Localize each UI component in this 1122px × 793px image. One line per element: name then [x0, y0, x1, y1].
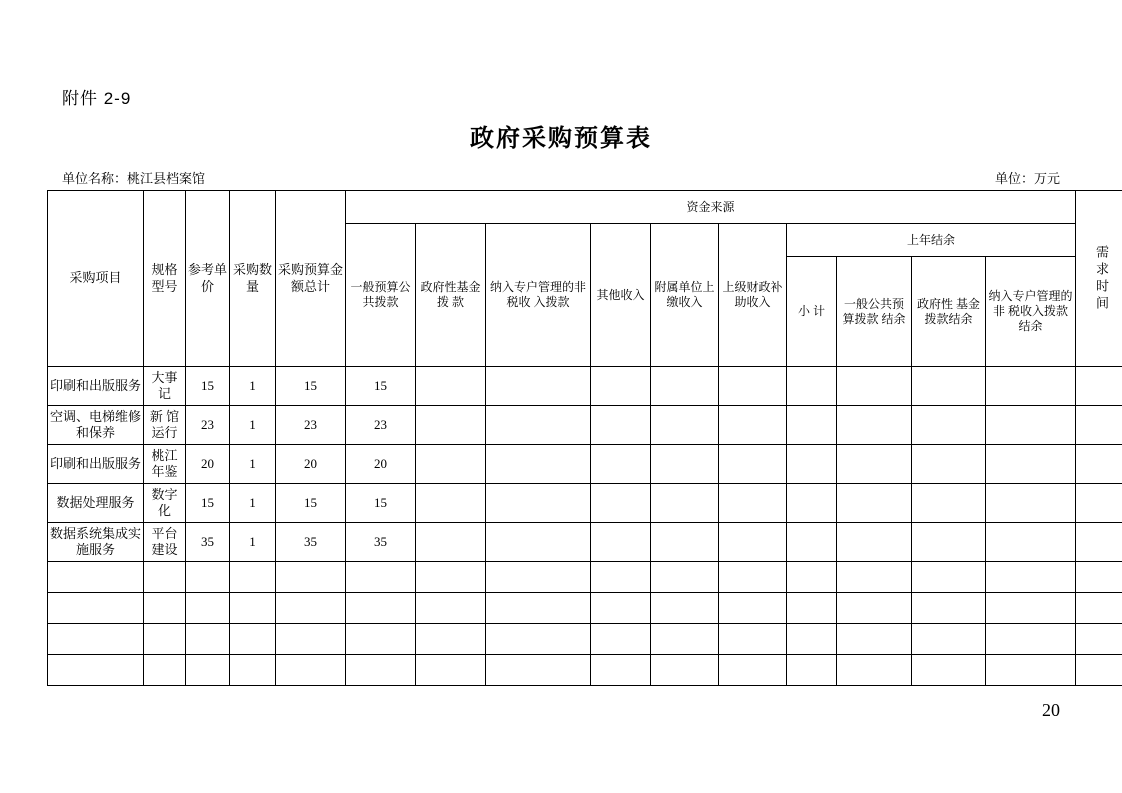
cell-subtotal [787, 655, 837, 686]
cell-ref-price: 20 [186, 445, 230, 484]
cell-budget-total: 23 [276, 406, 346, 445]
cell-spec-model: 桃江年鉴 [144, 445, 186, 484]
cell-demand-time [1076, 484, 1122, 523]
cell-gov-fund-allocation [416, 523, 486, 562]
cell-ref-price [186, 655, 230, 686]
cell-general-public-budget [346, 655, 416, 686]
cell-special-account-nontax [486, 367, 591, 406]
cell-prev-gov-fund [912, 445, 986, 484]
cell-spec-model [144, 593, 186, 624]
cell-item: 印刷和出版服务 [48, 445, 144, 484]
cell-gov-fund-allocation [416, 624, 486, 655]
cell-budget-total [276, 562, 346, 593]
cell-special-account-nontax [486, 593, 591, 624]
cell-other-income [591, 523, 651, 562]
cell-special-account-nontax [486, 406, 591, 445]
cell-special-account-nontax [486, 624, 591, 655]
cell-subtotal [787, 406, 837, 445]
cell-quantity [230, 562, 276, 593]
cell-general-public-budget: 15 [346, 484, 416, 523]
cell-prev-general-public [837, 624, 912, 655]
cell-item [48, 562, 144, 593]
cell-special-account-nontax [486, 523, 591, 562]
col-header-quantity: 采购数量 [230, 191, 276, 367]
cell-prev-special-account [986, 406, 1076, 445]
cell-gov-fund-allocation [416, 655, 486, 686]
col-header-funding-source: 资金来源 [346, 191, 1076, 224]
cell-demand-time [1076, 562, 1122, 593]
cell-quantity [230, 655, 276, 686]
cell-superior-subsidy-income [719, 655, 787, 686]
cell-prev-special-account [986, 445, 1076, 484]
cell-prev-general-public [837, 655, 912, 686]
cell-quantity: 1 [230, 445, 276, 484]
cell-subtotal [787, 367, 837, 406]
cell-gov-fund-allocation [416, 562, 486, 593]
cell-gov-fund-allocation [416, 406, 486, 445]
col-header-ref-price: 参考单价 [186, 191, 230, 367]
demand-time-text: 需求时间 [1093, 244, 1109, 313]
cell-other-income [591, 562, 651, 593]
cell-item: 数据系统集成实施服务 [48, 523, 144, 562]
cell-quantity: 1 [230, 367, 276, 406]
cell-prev-general-public [837, 445, 912, 484]
cell-prev-special-account [986, 655, 1076, 686]
cell-special-account-nontax [486, 484, 591, 523]
cell-subordinate-unit-income [651, 593, 719, 624]
cell-spec-model: 数字化 [144, 484, 186, 523]
procurement-budget-table [47, 190, 1122, 686]
table-row [48, 655, 1122, 686]
cell-demand-time [1076, 406, 1122, 445]
cell-prev-special-account [986, 367, 1076, 406]
cell-subordinate-unit-income [651, 367, 719, 406]
cell-ref-price [186, 562, 230, 593]
cell-prev-gov-fund [912, 406, 986, 445]
cell-special-account-nontax [486, 445, 591, 484]
cell-general-public-budget [346, 624, 416, 655]
cell-budget-total: 15 [276, 367, 346, 406]
col-header-superior-subsidy-income: 上级财政补助收入 [719, 224, 787, 367]
cell-superior-subsidy-income [719, 406, 787, 445]
cell-superior-subsidy-income [719, 523, 787, 562]
cell-subordinate-unit-income [651, 562, 719, 593]
cell-prev-gov-fund [912, 655, 986, 686]
cell-subtotal [787, 523, 837, 562]
col-header-spec-model: 规格型号 [144, 191, 186, 367]
table-row [48, 523, 1122, 562]
cell-general-public-budget: 35 [346, 523, 416, 562]
col-header-subtotal: 小 计 [787, 257, 837, 367]
cell-demand-time [1076, 593, 1122, 624]
cell-gov-fund-allocation [416, 484, 486, 523]
cell-prev-general-public [837, 593, 912, 624]
cell-general-public-budget: 15 [346, 367, 416, 406]
cell-subordinate-unit-income [651, 406, 719, 445]
cell-prev-special-account [986, 593, 1076, 624]
cell-prev-general-public [837, 523, 912, 562]
cell-quantity [230, 624, 276, 655]
cell-spec-model [144, 624, 186, 655]
cell-other-income [591, 655, 651, 686]
table-row [48, 562, 1122, 593]
cell-prev-gov-fund [912, 593, 986, 624]
cell-item: 空调、电梯维修和保养 [48, 406, 144, 445]
cell-spec-model [144, 655, 186, 686]
cell-budget-total: 20 [276, 445, 346, 484]
cell-ref-price: 23 [186, 406, 230, 445]
attachment-label: 附件 2-9 [62, 89, 132, 108]
cell-subtotal [787, 593, 837, 624]
cell-demand-time [1076, 624, 1122, 655]
cell-prev-gov-fund [912, 367, 986, 406]
cell-prev-gov-fund [912, 523, 986, 562]
cell-item: 数据处理服务 [48, 484, 144, 523]
cell-item: 印刷和出版服务 [48, 367, 144, 406]
cell-spec-model: 新 馆运行 [144, 406, 186, 445]
cell-budget-total [276, 624, 346, 655]
cell-ref-price: 15 [186, 484, 230, 523]
cell-item [48, 655, 144, 686]
cell-superior-subsidy-income [719, 593, 787, 624]
cell-other-income [591, 484, 651, 523]
table-row [48, 593, 1122, 624]
col-header-prev-special-account: 纳入专户管理的非 税收入拨款结余 [986, 257, 1076, 367]
cell-prev-gov-fund [912, 484, 986, 523]
cell-demand-time [1076, 655, 1122, 686]
cell-item [48, 593, 144, 624]
col-header-prev-general-public: 一般公共预算拨款 结余 [837, 257, 912, 367]
cell-gov-fund-allocation [416, 367, 486, 406]
cell-subtotal [787, 484, 837, 523]
cell-prev-general-public [837, 367, 912, 406]
cell-subordinate-unit-income [651, 484, 719, 523]
cell-quantity: 1 [230, 484, 276, 523]
cell-other-income [591, 593, 651, 624]
page-number: 20 [1042, 700, 1060, 720]
cell-other-income [591, 367, 651, 406]
cell-subordinate-unit-income [651, 624, 719, 655]
unit-measure-label: 单位：万元 [994, 171, 1060, 186]
col-header-gov-fund-allocation: 政府性基金拨 款 [416, 224, 486, 367]
cell-other-income [591, 445, 651, 484]
cell-prev-general-public [837, 406, 912, 445]
cell-budget-total [276, 593, 346, 624]
cell-prev-special-account [986, 624, 1076, 655]
cell-prev-special-account [986, 484, 1076, 523]
table-row [48, 406, 1122, 445]
cell-subordinate-unit-income [651, 655, 719, 686]
cell-prev-special-account [986, 562, 1076, 593]
cell-subordinate-unit-income [651, 523, 719, 562]
cell-spec-model: 大事记 [144, 367, 186, 406]
cell-budget-total: 15 [276, 484, 346, 523]
cell-prev-gov-fund [912, 562, 986, 593]
cell-ref-price: 15 [186, 367, 230, 406]
cell-general-public-budget: 23 [346, 406, 416, 445]
cell-spec-model [144, 562, 186, 593]
cell-general-public-budget [346, 562, 416, 593]
cell-general-public-budget [346, 593, 416, 624]
cell-special-account-nontax [486, 562, 591, 593]
col-header-subordinate-unit-income: 附属单位上缴收入 [651, 224, 719, 367]
cell-other-income [591, 624, 651, 655]
col-header-general-public-budget: 一般预算公共拨款 [346, 224, 416, 367]
table-body [48, 367, 1122, 686]
cell-ref-price [186, 624, 230, 655]
col-header-prev-gov-fund: 政府性 基金拨款结余 [912, 257, 986, 367]
table-row [48, 624, 1122, 655]
cell-gov-fund-allocation [416, 593, 486, 624]
cell-subtotal [787, 445, 837, 484]
cell-quantity: 1 [230, 523, 276, 562]
col-header-demand-time [1076, 191, 1122, 367]
col-header-special-account-nontax: 纳入专户管理的非税收 入拨款 [486, 224, 591, 367]
header-row-1 [48, 191, 1122, 224]
table-row [48, 484, 1122, 523]
table-row [48, 445, 1122, 484]
unit-name-label: 单位名称：桃江县档案馆 [62, 171, 206, 186]
cell-special-account-nontax [486, 655, 591, 686]
cell-ref-price [186, 593, 230, 624]
cell-superior-subsidy-income [719, 562, 787, 593]
col-header-prev-year-balance: 上年结余 [787, 224, 1076, 257]
cell-ref-price: 35 [186, 523, 230, 562]
page-title: 政府采购预算表 [470, 126, 652, 152]
cell-other-income [591, 406, 651, 445]
cell-spec-model: 平台建设 [144, 523, 186, 562]
cell-general-public-budget: 20 [346, 445, 416, 484]
cell-superior-subsidy-income [719, 445, 787, 484]
cell-subordinate-unit-income [651, 445, 719, 484]
cell-superior-subsidy-income [719, 367, 787, 406]
cell-prev-special-account [986, 523, 1076, 562]
col-header-budget-total: 采购预算金额总计 [276, 191, 346, 367]
cell-demand-time [1076, 523, 1122, 562]
cell-prev-gov-fund [912, 624, 986, 655]
cell-subtotal [787, 624, 837, 655]
cell-quantity [230, 593, 276, 624]
cell-demand-time [1076, 445, 1122, 484]
table-meta-row [62, 168, 1060, 187]
cell-superior-subsidy-income [719, 484, 787, 523]
cell-budget-total [276, 655, 346, 686]
cell-gov-fund-allocation [416, 445, 486, 484]
cell-prev-general-public [837, 562, 912, 593]
col-header-other-income: 其他收入 [591, 224, 651, 367]
cell-prev-general-public [837, 484, 912, 523]
table-row [48, 367, 1122, 406]
col-header-item: 采购项目 [48, 191, 144, 367]
cell-budget-total: 35 [276, 523, 346, 562]
cell-demand-time [1076, 367, 1122, 406]
cell-quantity: 1 [230, 406, 276, 445]
cell-superior-subsidy-income [719, 624, 787, 655]
cell-subtotal [787, 562, 837, 593]
cell-item [48, 624, 144, 655]
